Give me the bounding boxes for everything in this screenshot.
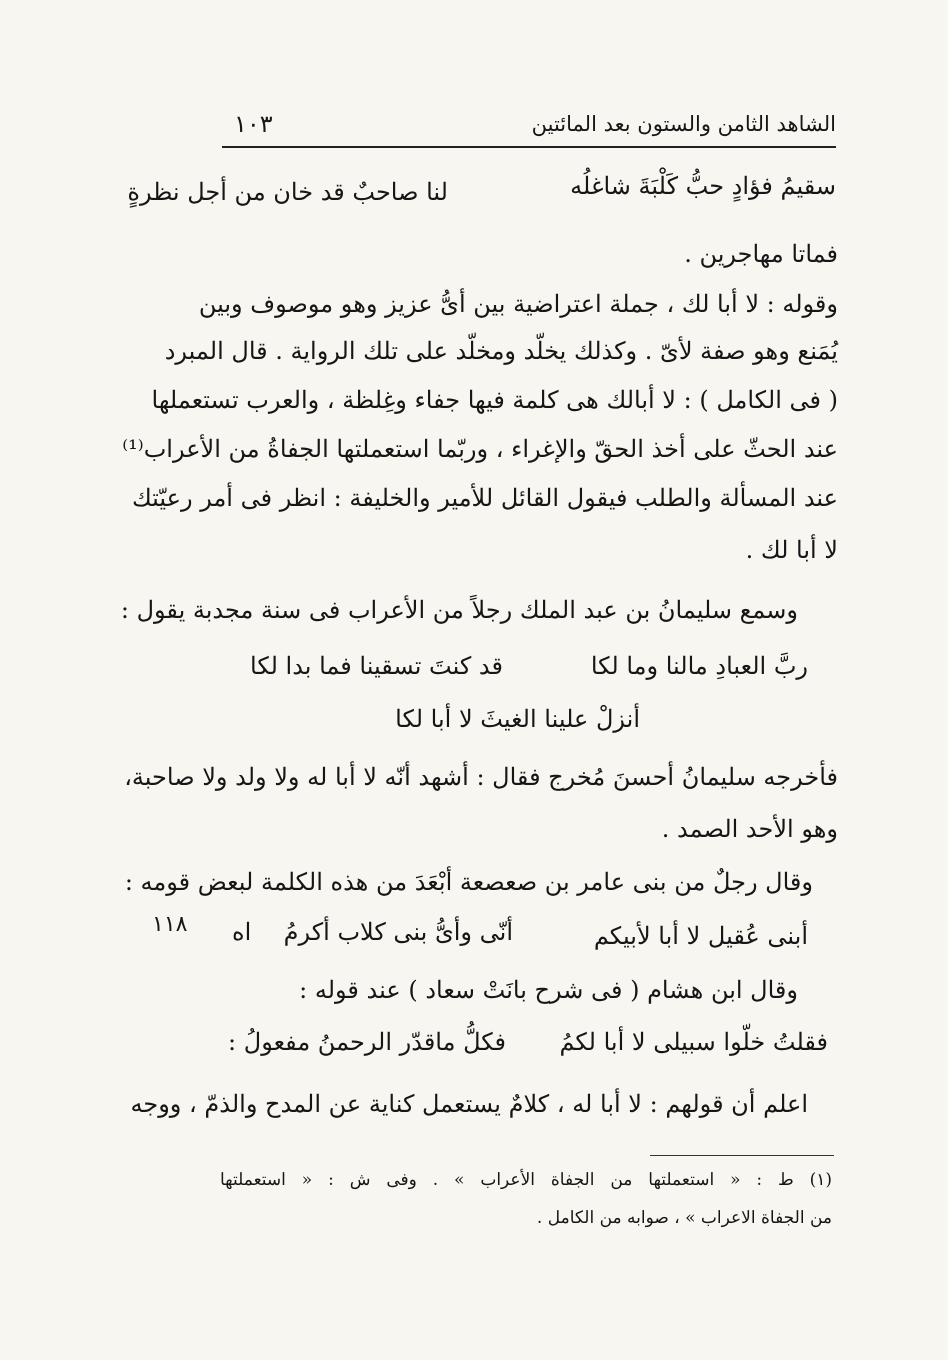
verse-hemistich-10a: ربَّ العبادِ مالنا وما لكا bbox=[590, 652, 808, 680]
verse-hemistich-15b: أنّى وأىُّ بنى كلاب أكرمُ bbox=[283, 918, 513, 946]
text-line-13: وهو الأحد الصمد . bbox=[661, 815, 838, 843]
verse-hemistich-10b: قد كنتَ تسقينا فما بدا لكا bbox=[250, 652, 503, 680]
verse-hemistich-17b: فكلُّ ماقدّر الرحمنُ مفعولُ : bbox=[228, 1028, 506, 1056]
header-rule bbox=[222, 146, 836, 148]
verse-hemistich-11: أنزلْ علينا الغيثَ لا أبا لكا bbox=[395, 705, 640, 733]
chapter-title: الشاهد الثامن والستون بعد المائتين bbox=[531, 112, 836, 136]
footnote-line-1: (١) ط : « استعملتها من الجفاة الأعراب » . وفى ش : « استعملتها bbox=[220, 1170, 832, 1190]
verse-hemistich-1a: لنا صاحبٌ قد خان من أجل نظرةٍ bbox=[127, 178, 448, 206]
text-line-4: يُمَنع وهو صفة لأىّ . وكذلك يخلّد ومخلّد على تلك الرواية . قال المبرد bbox=[164, 337, 838, 365]
text-line-2: فماتا مهاجرين . bbox=[684, 240, 838, 268]
text-line-7: عند المسألة والطلب فيقول القائل للأمير والخليفة : انظر فى أمر رعيّتك bbox=[131, 484, 838, 512]
footnote-line-2: من الجفاة الاعراب » ، صوابه من الكامل . bbox=[536, 1208, 832, 1228]
running-header bbox=[222, 110, 836, 146]
text-line-9: وسمع سليمانُ بن عبد الملك رجلاً من الأعراب فى سنة مجدبة يقول : bbox=[120, 596, 798, 624]
margin-reference-number: ١١٨ bbox=[152, 912, 188, 937]
text-line-5: ( فى الكامل ) : لا أبالك هى كلمة فيها جفاء وغِلظة ، والعرب تستعملها bbox=[151, 386, 838, 414]
verse-end-mark: اه bbox=[232, 918, 252, 946]
footnote-rule bbox=[650, 1155, 834, 1156]
verse-hemistich-15a: أبنى عُقيل لا أبا لأبيكم bbox=[593, 922, 808, 950]
page-number: ١٠٣ bbox=[234, 110, 273, 138]
text-line-6: عند الحثّ على أخذ الحقّ والإغراء ، وربّما استعملتها الجفاةُ من الأعراب⁽¹⁾ bbox=[122, 435, 838, 463]
text-line-3: وقوله : لا أبا لك ، جملة اعتراضية بين أىُّ عزيز وهو موصوف وبين bbox=[198, 290, 838, 318]
text-line-16: وقال ابن هشام ( فى شرح بانَتْ سعاد ) عند قوله : bbox=[299, 976, 798, 1004]
text-line-12: فأخرجه سليمانُ أحسنَ مُخرج فقال : أشهد أنّه لا أبا له ولا ولد ولا صاحبة، bbox=[124, 763, 838, 791]
verse-hemistich-1b: سقيمُ فؤادٍ حبُّ كَلْبَةَ شاغلُه bbox=[570, 172, 836, 200]
text-line-18: اعلم أن قولهم : لا أبا له ، كلامٌ يستعمل كناية عن المدح والذمّ ، ووجه bbox=[130, 1090, 808, 1118]
text-line-14: وقال رجلٌ من بنى عامر بن صعصعة أبْعَدَ من هذه الكلمة لبعض قومه : bbox=[124, 868, 813, 896]
verse-hemistich-17a: فقلتُ خلّوا سبيلى لا أبا لكمُ bbox=[559, 1028, 828, 1056]
text-line-8: لا أبا لك . bbox=[745, 536, 838, 564]
